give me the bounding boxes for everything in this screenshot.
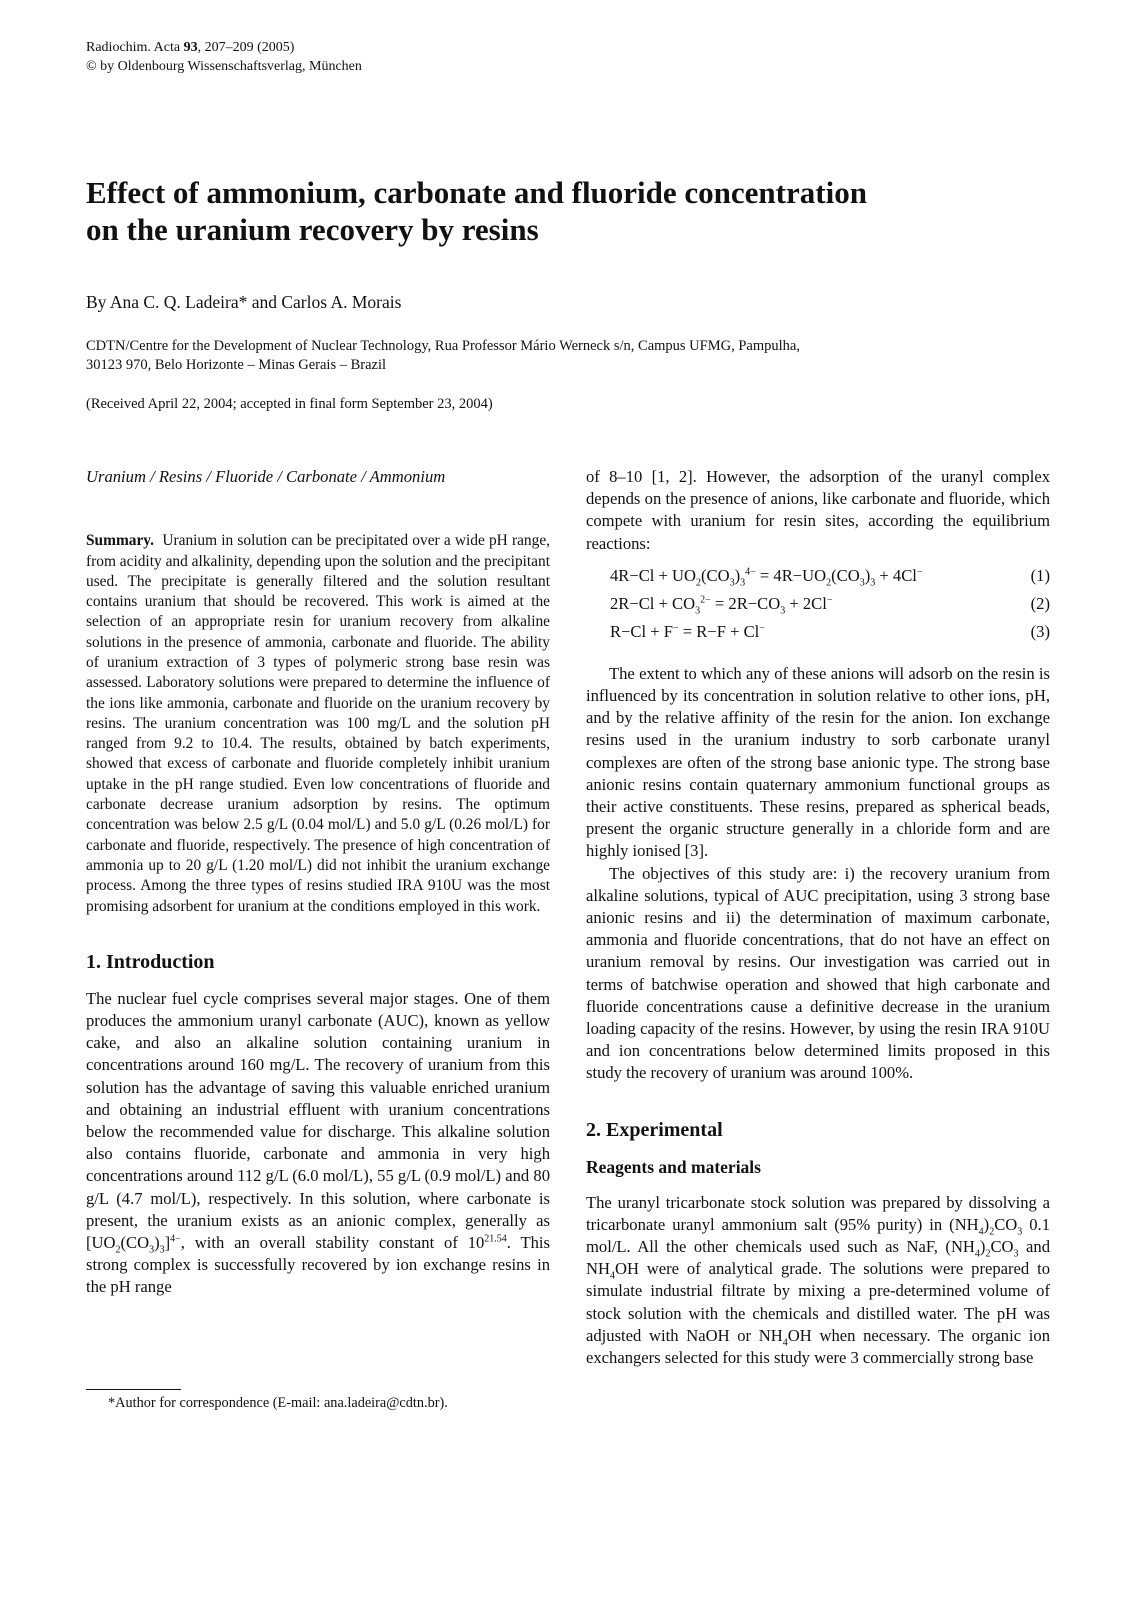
summary bbox=[86, 531, 550, 917]
intro-paragraph-3: The objectives of this study are: i) the recovery uranium from alkaline solutions, typical of AUC precipitation, using 3 strong base anionic resins and ii) the determination of maximum carbonate, ammonia and fluoride concentrations, that do not have an effect on uranium removal by resins. Our investigation was carried out in terms of batchwise operation and showed that high carbonate and fluoride concentrations cause a definitive decrease in the uranium loading capacity of the resins. However, by using the resin IRA 910U and ion concentrations below determined limits proposed in this study the recovery of uranium was around 100%. bbox=[586, 863, 1050, 1083]
journal-header bbox=[86, 38, 362, 76]
experimental-paragraph-1: The uranyl tricarbonate stock solution was prepared by dissolving a tricarbonate uranyl ammonium salt (95% purity) in $(NH_4)_2CO_3$ 0.1 mol/L. All the other chemicals used such as NaF, $(NH_4)_2CO_3$ and $NH_4OH$ were of analytical grade. The solutions were prepared to simulate industrial filtrate by mixing a pre-determined volume of stock solution with the chemicals and distilled water. The pH was adjusted with NaOH or $NH_4OH$ when necessary. The organic ion exchangers selected for this study were 3 commercially strong base bbox=[586, 1192, 1050, 1368]
journal-copyright: © by Oldenbourg Wissenschaftsverlag, München bbox=[86, 59, 362, 74]
equation-3 bbox=[586, 621, 1050, 649]
affiliation-line-2: 30123 970, Belo Horizonte – Minas Gerais – Brazil bbox=[86, 357, 387, 373]
right-column bbox=[586, 466, 1050, 1369]
equation-1-number: (1) bbox=[1030, 565, 1050, 585]
equation-2 bbox=[586, 593, 1050, 621]
summary-label: Summary. bbox=[86, 532, 154, 550]
intro-paragraph-2: The extent to which any of these anions will adsorb on the resin is influenced by its concentration in solution relative to other ions, pH, and by the relative affinity of the resin for the anion. Ion exchange resins used in the uranium industry to sorb carbonate uranyl complexes are often of the strong base anionic type. The strong base anionic resins contain quaternary ammonium functional groups as their active constituents. These resins, prepared as spherical beads, present the organic structure generally in a chloride form and are highly ionised [3]. bbox=[586, 663, 1050, 861]
keywords: Uranium / Resins / Fluoride / Carbonate / Ammonium bbox=[86, 467, 446, 486]
equation-2-number: (2) bbox=[1030, 593, 1050, 613]
paper-title bbox=[86, 174, 946, 248]
intro-heading: 1. Introduction bbox=[86, 950, 215, 973]
experimental-heading: 2. Experimental bbox=[586, 1118, 723, 1141]
equation-1 bbox=[586, 565, 1050, 593]
equation-3-formula: R−Cl + F− = R−F + Cl− bbox=[610, 621, 765, 641]
journal-citation: Radiochim. Acta 93, 207–209 (2005) bbox=[86, 40, 295, 55]
summary-text: Uranium in solution can be precipitated over a wide pH range, from acidity and alkalinity, depending upon the solution and the precipitant used. The precipitate is generally filtered and the solution resultant contains uranium that should be recovered. This work is aimed at the selection of an appropriate resin for uranium recovery from alkaline solutions in the presence of ammonia, carbonate and fluoride. The ability of uranium extraction of 3 types of polymeric strong base resin was assessed. Laboratory solutions were prepared to determine the influence of the ions like ammonia, carbonate and fluoride on the uranium recovery by resins. The uranium concentration was 100 mg/L and the solution pH ranged from 9.2 to 10.4. The results, obtained by batch experiments, showed that excess of carbonate and fluoride completely inhibit uranium uptake in the pH range studied. Even low concentrations of fluoride and carbonate decrease uranium adsorption by resins. The optimum concentration was below 2.5 g/L (0.04 mol/L) and 5.0 g/L (0.26 mol/L) for carbonate and fluoride, respectively. The presence of high concentration of ammonia up to 20 g/L (1.20 mol/L) did not inhibit the uranium exchange process. Among the three types of resins studied IRA 910U was the most promising adsorbent for uranium at the conditions employed in this work. bbox=[86, 532, 550, 915]
equation-1-formula: $4R-Cl + UO_2(CO_3)_3^{4-} = 4R-UO_2(CO_3)_3 + 4Cl^-$ bbox=[610, 565, 923, 589]
equation-2-formula: $2R-Cl + CO_3^{2-} = 2R-CO_3 + 2Cl^-$ bbox=[610, 593, 833, 617]
equations bbox=[586, 565, 1050, 649]
left-column bbox=[86, 466, 550, 1299]
intro-continuation: of 8–10 [1, 2]. However, the adsorption of the uranyl complex depends on the presence of anions, like carbonate and fluoride, which compete with uranium for resin sites, according the equilibrium reactions: bbox=[586, 467, 1050, 553]
affiliation-line-1: CDTN/Centre for the Development of Nuclear Technology, Rua Professor Mário Werneck s/n, Campus UFMG, Pampulha, bbox=[86, 338, 800, 354]
title-line-2: on the uranium recovery by resins bbox=[86, 212, 539, 247]
affiliation bbox=[86, 337, 966, 375]
footnote-rule bbox=[86, 1389, 181, 1390]
title-line-1: Effect of ammonium, carbonate and fluoride concentration bbox=[86, 175, 867, 210]
correspondence-footnote: *Author for correspondence (E-mail: ana.ladeira@cdtn.br). bbox=[108, 1395, 448, 1411]
author-line: By Ana C. Q. Ladeira* and Carlos A. Morais bbox=[86, 292, 402, 312]
intro-paragraph-1: The nuclear fuel cycle comprises several major stages. One of them produces the ammonium uranyl carbonate (AUC), known as yellow cake, and also an alkaline solution containing uranium in concentrations around 160 mg/L. The recovery of uranium from this solution has the advantage of saving this valuable enriched uranium and obtaining an industrial effluent with uranium concentrations below the recommended value for discharge. This alkaline solution also contains fluoride, carbonate and ammonia in very high concentrations around 112 g/L (6.0 mol/L), 55 g/L (0.9 mol/L) and 80 g/L (4.7 mol/L), respectively. In this solution, where carbonate is present, the uranium exists as an anionic complex, generally as $[UO_2(CO_3)_3]^{4-}$, with an overall stability constant of $10^{21.54}$. This strong complex is successfully recovered by ion exchange resins in the pH range bbox=[86, 988, 550, 1297]
reagents-subheading: Reagents and materials bbox=[586, 1156, 761, 1177]
received-dates: (Received April 22, 2004; accepted in final form September 23, 2004) bbox=[86, 396, 493, 412]
equation-3-number: (3) bbox=[1030, 621, 1050, 641]
